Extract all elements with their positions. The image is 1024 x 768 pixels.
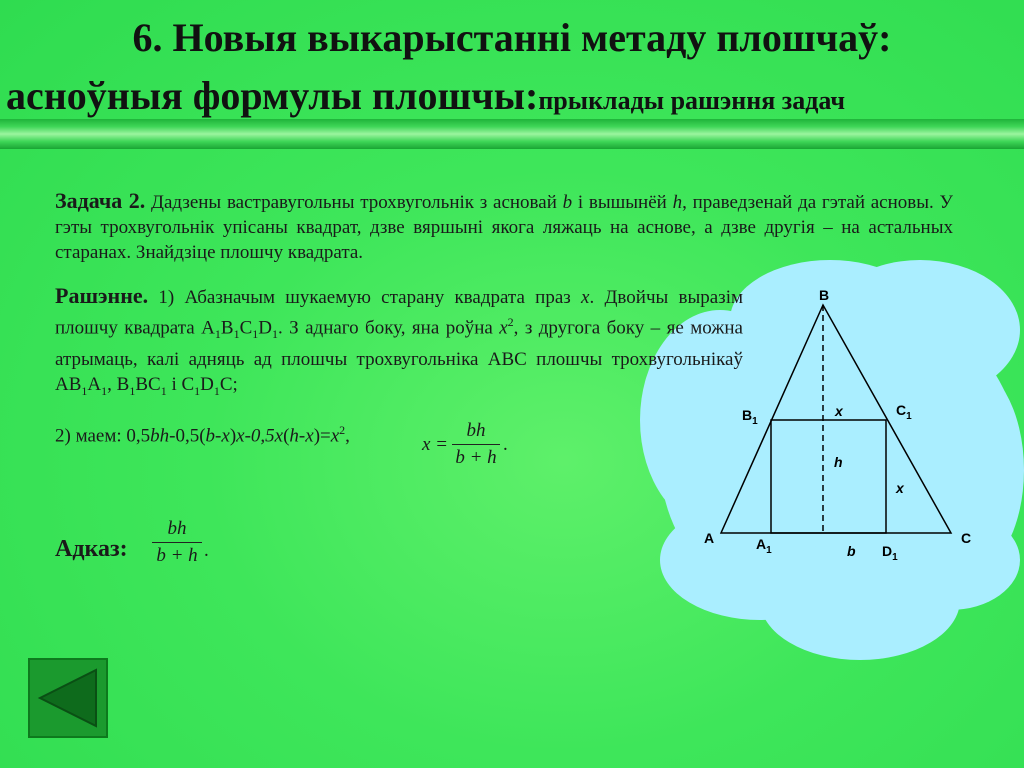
label-h: h bbox=[834, 454, 843, 470]
solution-header: Рашэнне. bbox=[55, 283, 149, 308]
answer-dot: . bbox=[204, 540, 209, 561]
title-line-2-small: прыклады рашэння задач bbox=[538, 86, 845, 115]
title-line-1: 6. Новыя выкарыстанні метаду плошчаў: bbox=[132, 15, 892, 60]
back-arrow-icon bbox=[30, 660, 106, 736]
title-line-2-main: асноўныя формулы плошчы: bbox=[6, 73, 539, 118]
step2-fraction: bh b + h bbox=[452, 420, 500, 469]
task-text: Задача 2. Дадзены вастравугольны трохвугольнік з асновай b і вышынёй h, праведзенай да гэтай асновы. У гэты трохвугольнік упісаны квадрат, дзве вяршыні якога ляжаць на аснове, а дзве другія – на астальных старанах. Знайдзіце плошчу квадрата. bbox=[55, 188, 953, 263]
solution-text: Рашэнне. 1) Абазначым шукаемую старану квадрата праз x. Двойчы выразім плошчу квадрата $A_1B_1C_1D_1$. З аднаго боку, яна роўна $x^2$, з другога боку – яе можна атрымаць, калі адняць ад плошчы трохвугольніка ABC плошчы трохвугольнікаў $AB_1A_1$, $B_1BC_1$ і $C_1D_1C$; bbox=[55, 283, 743, 398]
answer-header: Адказ: bbox=[55, 536, 128, 562]
label-b-base: b bbox=[847, 543, 856, 559]
label-x-top: x bbox=[835, 403, 843, 419]
label-a1: $A_1$ bbox=[756, 536, 772, 556]
back-button[interactable] bbox=[28, 658, 108, 738]
label-b1: $B_1$ bbox=[742, 407, 758, 427]
label-b: B bbox=[819, 287, 830, 303]
label-c: C bbox=[961, 530, 972, 546]
step2-dot: . bbox=[503, 434, 508, 455]
label-x-side: x bbox=[896, 480, 904, 496]
label-c1: $C_1$ bbox=[896, 402, 912, 422]
step2-equation: 2) маем: $0,5bh-0,5(b-x)x-0,5x(h-x)=x^2$, bbox=[55, 423, 350, 447]
answer-fraction: bh b + h bbox=[152, 518, 202, 567]
label-a: A bbox=[704, 530, 715, 546]
step2-x-equals: x = bbox=[422, 434, 449, 455]
task-header: Задача 2. bbox=[55, 188, 146, 213]
label-d1: $D_1$ bbox=[882, 543, 898, 563]
